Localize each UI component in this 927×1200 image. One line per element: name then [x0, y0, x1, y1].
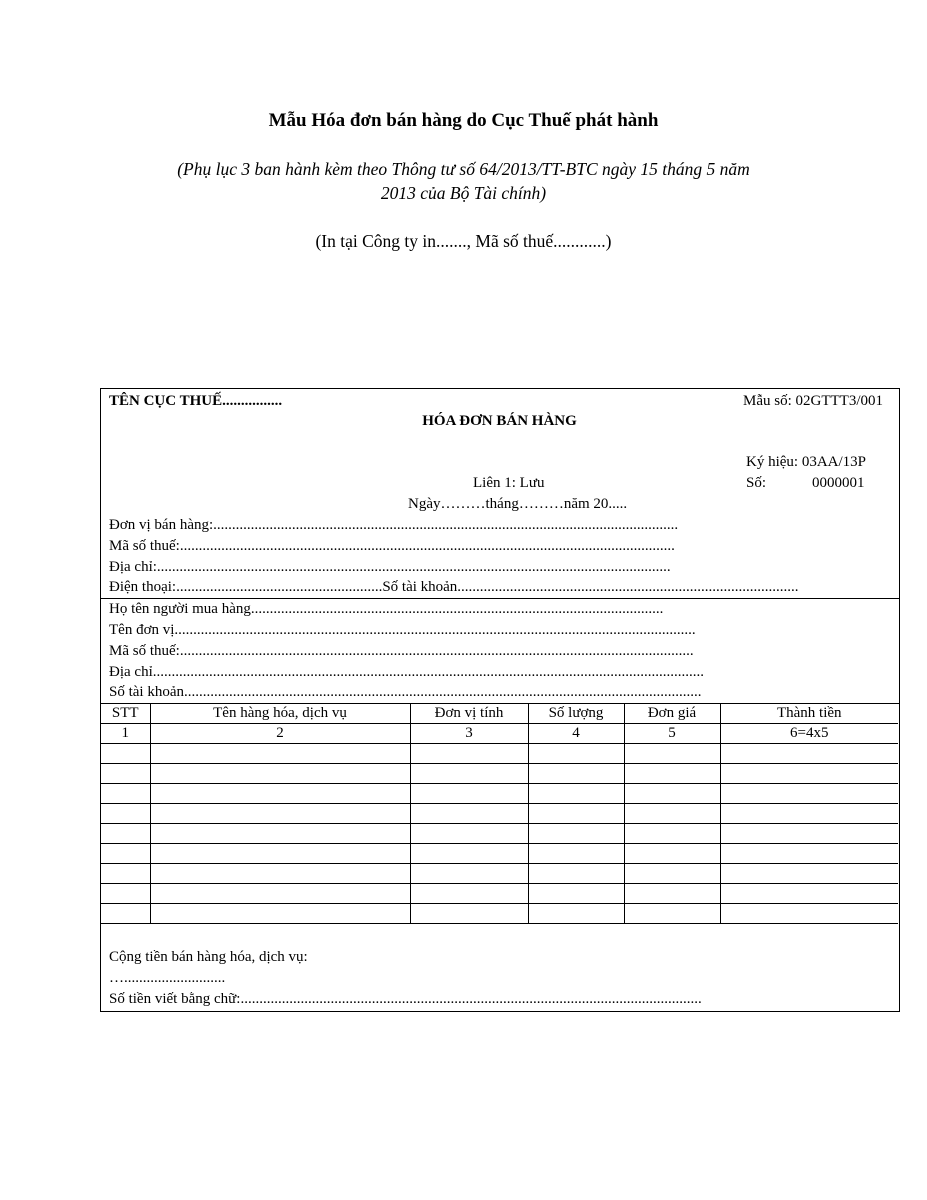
table-row [101, 764, 898, 784]
table-cell [101, 784, 150, 804]
invoice-title: HÓA ĐƠN BÁN HÀNG [422, 413, 577, 429]
table-cell [101, 904, 150, 924]
buyer-name: Họ tên người mua hàng.............................................................................................................. [109, 601, 664, 617]
table-cell [528, 904, 624, 924]
column-header: STT [101, 704, 150, 724]
table-cell [720, 844, 898, 864]
table-cell [624, 884, 720, 904]
table-cell [101, 764, 150, 784]
table-cell [410, 764, 528, 784]
seller-address: Địa chỉ:......................................................................................................................................... [109, 559, 671, 575]
table-row [101, 904, 898, 924]
table-cell [150, 784, 410, 804]
table-cell [720, 864, 898, 884]
total-label: Cộng tiền bán hàng hóa, dịch vụ: [109, 949, 308, 965]
invoice-copy: Liên 1: Lưu [473, 475, 545, 491]
buyer-tax-code: Mã số thuế:......................................................................................................................................... [109, 643, 694, 659]
column-index: 1 [101, 724, 150, 744]
table-cell [720, 824, 898, 844]
table-cell [624, 784, 720, 804]
invoice-symbol: Ký hiệu: 03AA/13P [746, 454, 866, 470]
buyer-address: Địa chỉ................................................................................................................................................... [109, 664, 704, 680]
table-row [101, 744, 898, 764]
invoice-form [100, 388, 900, 1012]
table-cell [720, 804, 898, 824]
table-index-row [101, 724, 898, 744]
column-index: 4 [528, 724, 624, 744]
invoice-number: 0000001 [812, 475, 865, 491]
table-cell [720, 884, 898, 904]
table-cell [624, 844, 720, 864]
column-index: 6=4x5 [720, 724, 898, 744]
items-table [101, 704, 898, 924]
total-dots: …........................... [109, 970, 226, 986]
table-cell [150, 884, 410, 904]
table-cell [150, 824, 410, 844]
table-cell [410, 784, 528, 804]
table-cell [624, 764, 720, 784]
table-cell [624, 904, 720, 924]
invoice-number-label: Số: [746, 475, 767, 491]
table-cell [720, 904, 898, 924]
seller-buyer-divider [101, 598, 899, 599]
table-row [101, 884, 898, 904]
document-subtitle-line1: (Phụ lục 3 ban hành kèm theo Thông tư số 64/2013/TT-BTC ngày 15 tháng 5 năm [177, 159, 750, 179]
column-index: 2 [150, 724, 410, 744]
table-cell [720, 784, 898, 804]
table-cell [528, 744, 624, 764]
table-cell [150, 904, 410, 924]
table-cell [528, 764, 624, 784]
table-cell [410, 824, 528, 844]
buyer-account: Số tài khoản.......................................................................................................................................... [109, 684, 702, 700]
table-row [101, 784, 898, 804]
table-cell [410, 744, 528, 764]
table-cell [410, 804, 528, 824]
table-cell [101, 844, 150, 864]
table-row [101, 864, 898, 884]
table-cell [150, 864, 410, 884]
tax-agency-name: TÊN CỤC THUẾ................ [109, 393, 283, 409]
table-cell [528, 884, 624, 904]
column-header: Tên hàng hóa, dịch vụ [150, 704, 410, 724]
document-title: Mẫu Hóa đơn bán hàng do Cục Thuế phát hành [268, 110, 659, 131]
table-cell [624, 824, 720, 844]
invoice-date: Ngày………tháng………năm 20..... [408, 496, 628, 512]
table-row [101, 804, 898, 824]
table-cell [528, 824, 624, 844]
form-number: Mẫu số: 02GTTT3/001 [743, 393, 883, 409]
printer-note: (In tại Công ty in......., Mã số thuế............) [315, 231, 612, 251]
table-cell [624, 864, 720, 884]
table-cell [720, 744, 898, 764]
table-cell [101, 804, 150, 824]
column-index: 5 [624, 724, 720, 744]
buyer-unit: Tên đơn vị........................................................................................................................................... [109, 622, 696, 638]
table-cell [150, 764, 410, 784]
table-cell [410, 864, 528, 884]
table-cell [624, 744, 720, 764]
table-cell [101, 824, 150, 844]
table-cell [528, 864, 624, 884]
document-subtitle-line2: 2013 của Bộ Tài chính) [380, 183, 547, 203]
table-cell [410, 904, 528, 924]
column-header: Thành tiền [720, 704, 898, 724]
column-header: Đơn giá [624, 704, 720, 724]
seller-phone-account: Điện thoại:.......................................................Số tài khoản........................................................................................... [109, 579, 799, 595]
amount-in-words: Số tiền viết bằng chữ:........................................................................................................................... [109, 991, 702, 1007]
table-header-row [101, 704, 898, 724]
table-cell [410, 884, 528, 904]
table-row [101, 824, 898, 844]
column-index: 3 [410, 724, 528, 744]
table-cell [410, 844, 528, 864]
seller-tax-code: Mã số thuế:.................................................................................................................................... [109, 538, 675, 554]
column-header: Số lượng [528, 704, 624, 724]
table-cell [150, 804, 410, 824]
table-cell [101, 744, 150, 764]
table-cell [528, 844, 624, 864]
table-cell [101, 864, 150, 884]
table-cell [528, 804, 624, 824]
table-cell [150, 844, 410, 864]
table-row [101, 844, 898, 864]
table-cell [624, 804, 720, 824]
table-cell [528, 784, 624, 804]
table-cell [101, 884, 150, 904]
table-cell [720, 764, 898, 784]
seller-name: Đơn vị bán hàng:............................................................................................................................ [109, 517, 679, 533]
table-cell [150, 744, 410, 764]
column-header: Đơn vị tính [410, 704, 528, 724]
